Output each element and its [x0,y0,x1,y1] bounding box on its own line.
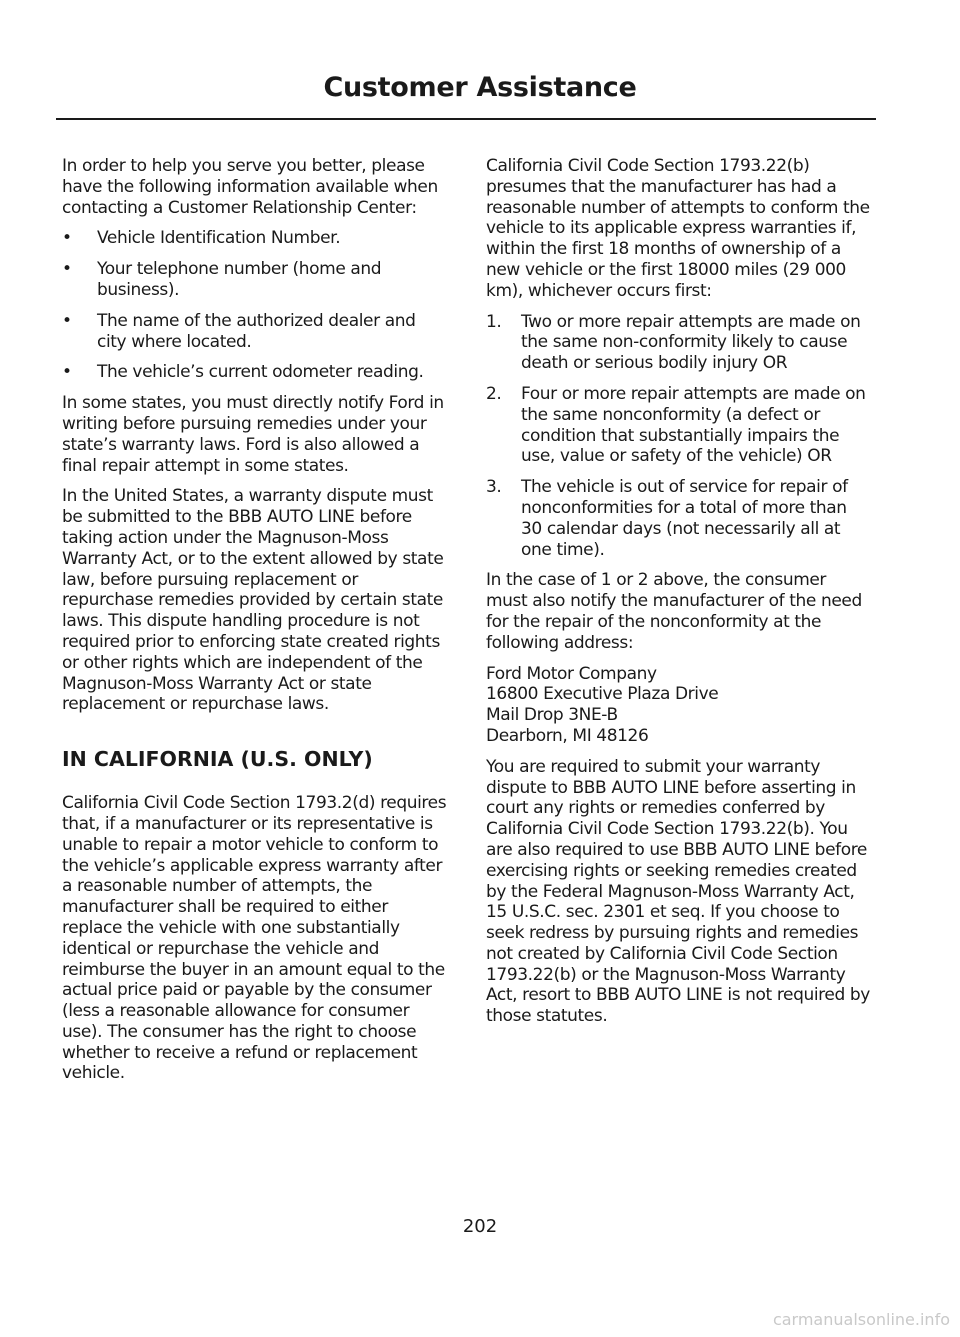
address-line: Dearborn, MI 48126 [486,725,649,746]
list-item [486,312,872,374]
list-item [62,228,448,249]
states-paragraph: In some states, you must directly notify Ford in writing before pursuing remedies under your state’s warranty laws. Ford is also allowed a final repair attempt in some states. [62,393,444,476]
presumption-paragraph: California Civil Code Section 1793.22(b) presumes that the manufacturer has had a reasonable number of attempts to conform the vehicle to its applicable express warranties if, within the first 18 months of ownership of a new vehicle or the first 18000 miles (29 000 km), whichever occurs first: [486,156,870,301]
list-item [62,362,448,383]
california-paragraph: California Civil Code Section 1793.2(d) requires that, if a manufacturer or its representative is unable to repair a motor vehicle to conform to the vehicle’s applicable express warranty after a reasonable number of attempts, the manufacturer shall be required to either replace the vehicle with one substantially identical or repurchase the vehicle and reimburse the buyer in an amount equal to the actual price paid or payable by the consumer (less a reasonable allowance for consumer use). The consumer has the right to choose whether to receive a refund or replacement vehicle. [62,793,447,1084]
watermark: carmanualsonline.info [772,1310,950,1329]
address-line: 16800 Executive Plaza Drive [486,684,719,705]
conditions-numbered-list [486,312,872,561]
mailing-address [486,664,872,747]
address-line: Mail Drop 3NE-B [486,705,618,726]
numbered-text: Two or more repair attempts are made on the same non-conformity likely to cause death or serious bodily injury OR [521,311,861,374]
address-line: Ford Motor Company [486,663,657,684]
bbb-requirement-paragraph: You are required to submit your warranty dispute to BBB AUTO LINE before asserting in court any rights or remedies conferred by California Civil Code Section 1793.22(b). You are also required to use BBB AUTO LINE before exercising rights or seeking remedies created by the Federal Magnuson-Moss Warranty Act, 15 U.S.C. sec. 2301 et seq. If you choose to seek redress by pursuing rights and remedies not created by California Civil Code Section 1793.22(b) or the Magnuson-Moss Warranty Act, resort to BBB AUTO LINE is not required by those statutes. [486,756,870,1027]
bullet-text: Your telephone number (home and business). [97,259,382,300]
section-heading: IN CALIFORNIA (U.S. ONLY) [62,747,373,772]
list-item [486,477,872,560]
notify-paragraph: In the case of 1 or 2 above, the consumer must also notify the manufacturer of the need for the repair of the nonconformity at the following address: [486,570,862,653]
header-divider [56,118,876,120]
page-number: 202 [462,1216,498,1237]
left-column [62,156,448,1094]
number-marker: 1. [486,311,502,332]
numbered-text: Four or more repair attempts are made on the same nonconformity (a defect or condition that substantially impairs the use, value or safety of the vehicle) OR [521,383,866,467]
list-item [62,259,448,301]
bullet-marker: • [62,228,72,249]
intro-paragraph: In order to help you serve you better, please have the following information available when contacting a Customer Relationship Center: [62,156,438,218]
number-marker: 2. [486,383,502,404]
right-column [486,156,872,1037]
bullet-text: Vehicle Identification Number. [97,228,341,249]
number-marker: 3. [486,477,502,498]
us-dispute-paragraph: In the United States, a warranty dispute must be submitted to the BBB AUTO LINE before taking action under the Magnuson-Moss Warranty Act, or to the extent allowed by state law, before pursuing replacement or repurchase remedies provided by certain state laws. This dispute handling procedure is not required prior to enforcing state created rights or other rights which are independent of the Magnuson-Moss Warranty Act or state replacement or repurchase laws. [62,486,444,715]
bullet-marker: • [62,310,72,331]
bullet-text: The name of the authorized dealer and city where located. [97,310,416,352]
bullet-marker: • [62,362,72,383]
info-bullet-list [62,228,448,383]
page-title: Customer Assistance [323,72,637,103]
list-item [486,384,872,467]
numbered-text: The vehicle is out of service for repair of nonconformities for a total of more than 30 calendar days (not necessarily all at one time). [521,477,848,560]
list-item [62,311,448,353]
bullet-text: The vehicle’s current odometer reading. [97,362,424,383]
bullet-marker: • [62,259,72,280]
